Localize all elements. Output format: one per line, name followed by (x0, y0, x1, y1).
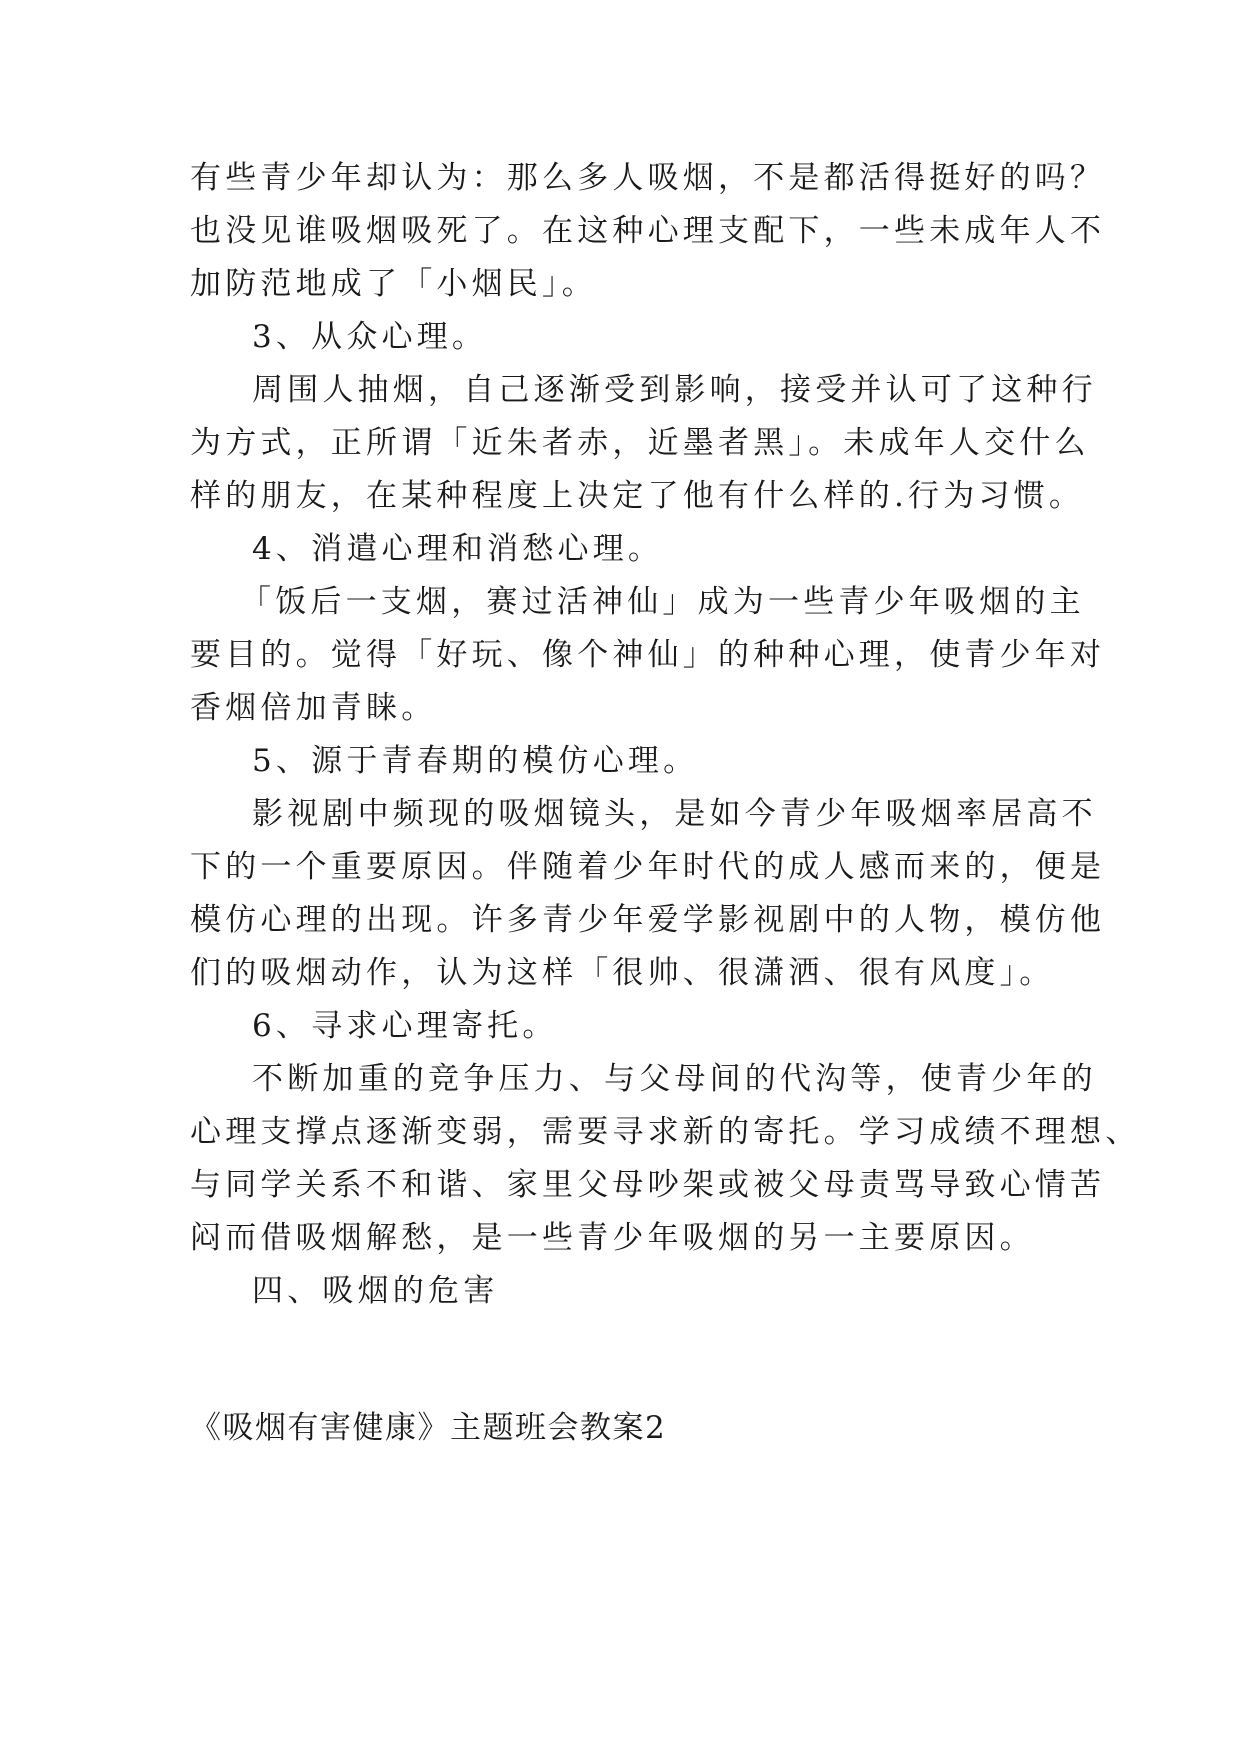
paragraph-line: 要目的。觉得「好玩、像个神仙」的种种心理，使青少年对 (190, 637, 1106, 673)
paragraph-line: 「饭后一支烟，赛过活神仙」成为一些青少年吸烟的主 (240, 584, 1085, 620)
paragraph-line: 加防范地成了「小烟民」。 (190, 266, 597, 302)
section-heading: 3、从众心理。 (252, 319, 488, 355)
paragraph-line: 与同学关系不和谐、家里父母吵架或被父母责骂导致心情苦 (190, 1167, 1106, 1203)
next-document-title: 《吸烟有害健康》主题班会教案2 (190, 1410, 667, 1446)
paragraph-line: 周围人抽烟，自己逐渐受到影响，接受并认可了这种行 (252, 372, 1097, 408)
paragraph-line: 心理支撑点逐渐变弱，需要寻求新的寄托。学习成绩不理想、 (190, 1114, 1141, 1150)
paragraph-line: 下的一个重要原因。伴随着少年时代的成人感而来的，便是 (190, 849, 1106, 885)
paragraph-line: 不断加重的竞争压力、与父母间的代沟等，使青少年的 (252, 1061, 1097, 1097)
section-heading: 5、源于青春期的模仿心理。 (252, 743, 699, 779)
paragraph-line: 为方式，正所谓「近朱者赤，近墨者黑」。未成年人交什么 (190, 425, 1090, 461)
paragraph-line: 有些青少年却认为：那么多人吸烟，不是都活得挺好的吗？ (190, 160, 1106, 196)
section-heading: 四、吸烟的危害 (252, 1273, 499, 1309)
paragraph-line: 们的吸烟动作，认为这样「很帅、很潇洒、很有风度」。 (190, 955, 1055, 991)
paragraph-line: 模仿心理的出现。许多青少年爱学影视剧中的人物，模仿他 (190, 902, 1106, 938)
section-heading: 6、寻求心理寄托。 (252, 1008, 558, 1044)
paragraph-line: 影视剧中频现的吸烟镜头，是如今青少年吸烟率居高不 (252, 796, 1097, 832)
paragraph-line: 香烟倍加青睐。 (190, 690, 437, 726)
paragraph-line: 闷而借吸烟解愁，是一些青少年吸烟的另一主要原因。 (190, 1220, 1035, 1256)
paragraph-line: 样的朋友，在某种程度上决定了他有什么样的.行为习惯。 (190, 478, 1085, 514)
section-heading: 4、消遣心理和消愁心理。 (252, 531, 664, 567)
paragraph-line: 也没见谁吸烟吸死了。在这种心理支配下，一些未成年人不 (190, 213, 1106, 249)
